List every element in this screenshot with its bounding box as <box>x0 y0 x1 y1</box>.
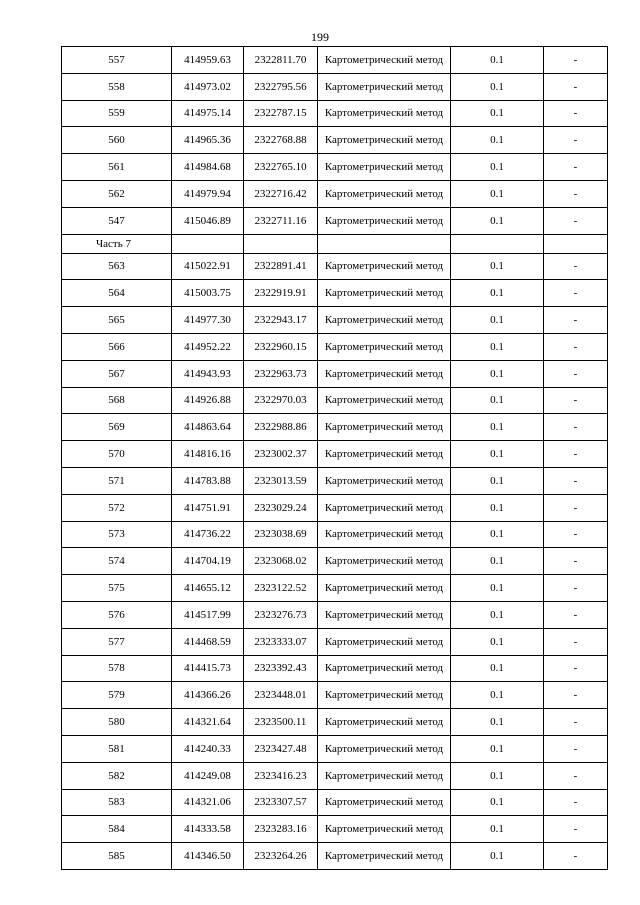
point-number-cell: 559 <box>62 100 172 127</box>
x-coordinate-cell: 414736.22 <box>172 521 244 548</box>
note-cell: - <box>544 154 608 181</box>
part-empty-cell <box>318 234 451 253</box>
method-cell: Картометрический метод <box>318 253 451 280</box>
y-coordinate-cell: 2323416.23 <box>244 762 318 789</box>
method-cell: Картометрический метод <box>318 280 451 307</box>
accuracy-cell: 0.1 <box>451 47 544 74</box>
accuracy-cell: 0.1 <box>451 100 544 127</box>
point-number-cell: 573 <box>62 521 172 548</box>
method-cell: Картометрический метод <box>318 441 451 468</box>
table-row <box>62 280 608 307</box>
note-cell: - <box>544 127 608 154</box>
note-cell: - <box>544 628 608 655</box>
note-cell: - <box>544 521 608 548</box>
y-coordinate-cell: 2323283.16 <box>244 816 318 843</box>
note-cell: - <box>544 307 608 334</box>
point-number-cell: 571 <box>62 467 172 494</box>
point-number-cell: 557 <box>62 47 172 74</box>
y-coordinate-cell: 2323333.07 <box>244 628 318 655</box>
table-row <box>62 387 608 414</box>
point-number-cell: 569 <box>62 414 172 441</box>
accuracy-cell: 0.1 <box>451 414 544 441</box>
y-coordinate-cell: 2323500.11 <box>244 709 318 736</box>
table-row <box>62 628 608 655</box>
x-coordinate-cell: 414965.36 <box>172 127 244 154</box>
accuracy-cell: 0.1 <box>451 628 544 655</box>
x-coordinate-cell: 414816.16 <box>172 441 244 468</box>
y-coordinate-cell: 2322716.42 <box>244 180 318 207</box>
x-coordinate-cell: 414240.33 <box>172 735 244 762</box>
y-coordinate-cell: 2323307.57 <box>244 789 318 816</box>
point-number-cell: 582 <box>62 762 172 789</box>
point-number-cell: 567 <box>62 360 172 387</box>
accuracy-cell: 0.1 <box>451 180 544 207</box>
note-cell: - <box>544 548 608 575</box>
accuracy-cell: 0.1 <box>451 467 544 494</box>
y-coordinate-cell: 2322970.03 <box>244 387 318 414</box>
table-row <box>62 548 608 575</box>
method-cell: Картометрический метод <box>318 207 451 234</box>
method-cell: Картометрический метод <box>318 601 451 628</box>
y-coordinate-cell: 2322795.56 <box>244 73 318 100</box>
accuracy-cell: 0.1 <box>451 360 544 387</box>
table-row <box>62 414 608 441</box>
x-coordinate-cell: 414346.50 <box>172 843 244 870</box>
note-cell: - <box>544 414 608 441</box>
point-number-cell: 561 <box>62 154 172 181</box>
method-cell: Картометрический метод <box>318 307 451 334</box>
x-coordinate-cell: 414975.14 <box>172 100 244 127</box>
accuracy-cell: 0.1 <box>451 494 544 521</box>
table-row <box>62 494 608 521</box>
y-coordinate-cell: 2323038.69 <box>244 521 318 548</box>
accuracy-cell: 0.1 <box>451 575 544 602</box>
method-cell: Картометрический метод <box>318 709 451 736</box>
method-cell: Картометрический метод <box>318 655 451 682</box>
coordinates-table-body-after <box>62 253 608 869</box>
point-number-cell: 565 <box>62 307 172 334</box>
table-row <box>62 575 608 602</box>
x-coordinate-cell: 414977.30 <box>172 307 244 334</box>
part-heading-row <box>62 234 608 253</box>
point-number-cell: 558 <box>62 73 172 100</box>
page-number: 199 <box>311 30 329 44</box>
y-coordinate-cell: 2322787.15 <box>244 100 318 127</box>
point-number-cell: 580 <box>62 709 172 736</box>
part-empty-cell <box>451 234 544 253</box>
part-empty-cell <box>244 234 318 253</box>
point-number-cell: 575 <box>62 575 172 602</box>
point-number-cell: 579 <box>62 682 172 709</box>
table-row <box>62 682 608 709</box>
x-coordinate-cell: 415022.91 <box>172 253 244 280</box>
method-cell: Картометрический метод <box>318 762 451 789</box>
table-row <box>62 333 608 360</box>
coordinates-table <box>61 46 608 870</box>
note-cell: - <box>544 601 608 628</box>
y-coordinate-cell: 2322988.86 <box>244 414 318 441</box>
x-coordinate-cell: 415003.75 <box>172 280 244 307</box>
part-label: Часть 7 <box>62 234 172 253</box>
method-cell: Картометрический метод <box>318 843 451 870</box>
method-cell: Картометрический метод <box>318 494 451 521</box>
part-empty-cell <box>172 234 244 253</box>
accuracy-cell: 0.1 <box>451 655 544 682</box>
point-number-cell: 570 <box>62 441 172 468</box>
accuracy-cell: 0.1 <box>451 843 544 870</box>
point-number-cell: 560 <box>62 127 172 154</box>
method-cell: Картометрический метод <box>318 575 451 602</box>
x-coordinate-cell: 414321.06 <box>172 789 244 816</box>
y-coordinate-cell: 2322891.41 <box>244 253 318 280</box>
method-cell: Картометрический метод <box>318 127 451 154</box>
x-coordinate-cell: 414333.58 <box>172 816 244 843</box>
method-cell: Картометрический метод <box>318 789 451 816</box>
accuracy-cell: 0.1 <box>451 253 544 280</box>
method-cell: Картометрический метод <box>318 387 451 414</box>
table-row <box>62 467 608 494</box>
y-coordinate-cell: 2323392.43 <box>244 655 318 682</box>
coordinates-table-body-before <box>62 47 608 235</box>
table-row <box>62 735 608 762</box>
note-cell: - <box>544 575 608 602</box>
y-coordinate-cell: 2323002.37 <box>244 441 318 468</box>
x-coordinate-cell: 414984.68 <box>172 154 244 181</box>
method-cell: Картометрический метод <box>318 816 451 843</box>
y-coordinate-cell: 2322963.73 <box>244 360 318 387</box>
table-row <box>62 441 608 468</box>
method-cell: Картометрический метод <box>318 47 451 74</box>
table-row <box>62 307 608 334</box>
note-cell: - <box>544 843 608 870</box>
accuracy-cell: 0.1 <box>451 548 544 575</box>
table-row <box>62 360 608 387</box>
accuracy-cell: 0.1 <box>451 521 544 548</box>
accuracy-cell: 0.1 <box>451 816 544 843</box>
x-coordinate-cell: 414926.88 <box>172 387 244 414</box>
method-cell: Картометрический метод <box>318 682 451 709</box>
point-number-cell: 566 <box>62 333 172 360</box>
x-coordinate-cell: 414959.63 <box>172 47 244 74</box>
note-cell: - <box>544 180 608 207</box>
y-coordinate-cell: 2322765.10 <box>244 154 318 181</box>
note-cell: - <box>544 494 608 521</box>
y-coordinate-cell: 2323013.59 <box>244 467 318 494</box>
y-coordinate-cell: 2323029.24 <box>244 494 318 521</box>
point-number-cell: 585 <box>62 843 172 870</box>
accuracy-cell: 0.1 <box>451 154 544 181</box>
table-row <box>62 180 608 207</box>
note-cell: - <box>544 816 608 843</box>
table-row <box>62 521 608 548</box>
table-row <box>62 789 608 816</box>
accuracy-cell: 0.1 <box>451 762 544 789</box>
method-cell: Картометрический метод <box>318 100 451 127</box>
x-coordinate-cell: 414751.91 <box>172 494 244 521</box>
note-cell: - <box>544 100 608 127</box>
method-cell: Картометрический метод <box>318 414 451 441</box>
accuracy-cell: 0.1 <box>451 387 544 414</box>
method-cell: Картометрический метод <box>318 73 451 100</box>
accuracy-cell: 0.1 <box>451 73 544 100</box>
point-number-cell: 577 <box>62 628 172 655</box>
method-cell: Картометрический метод <box>318 467 451 494</box>
y-coordinate-cell: 2322811.70 <box>244 47 318 74</box>
x-coordinate-cell: 415046.89 <box>172 207 244 234</box>
x-coordinate-cell: 414973.02 <box>172 73 244 100</box>
point-number-cell: 581 <box>62 735 172 762</box>
x-coordinate-cell: 414655.12 <box>172 575 244 602</box>
x-coordinate-cell: 414468.59 <box>172 628 244 655</box>
table-row <box>62 816 608 843</box>
table-row <box>62 73 608 100</box>
x-coordinate-cell: 414783.88 <box>172 467 244 494</box>
method-cell: Картометрический метод <box>318 360 451 387</box>
note-cell: - <box>544 253 608 280</box>
accuracy-cell: 0.1 <box>451 789 544 816</box>
part-empty-cell <box>544 234 608 253</box>
accuracy-cell: 0.1 <box>451 127 544 154</box>
note-cell: - <box>544 333 608 360</box>
note-cell: - <box>544 467 608 494</box>
note-cell: - <box>544 682 608 709</box>
y-coordinate-cell: 2322919.91 <box>244 280 318 307</box>
accuracy-cell: 0.1 <box>451 682 544 709</box>
y-coordinate-cell: 2323276.73 <box>244 601 318 628</box>
accuracy-cell: 0.1 <box>451 735 544 762</box>
x-coordinate-cell: 414249.08 <box>172 762 244 789</box>
y-coordinate-cell: 2322960.15 <box>244 333 318 360</box>
note-cell: - <box>544 387 608 414</box>
note-cell: - <box>544 73 608 100</box>
y-coordinate-cell: 2322943.17 <box>244 307 318 334</box>
point-number-cell: 584 <box>62 816 172 843</box>
point-number-cell: 574 <box>62 548 172 575</box>
method-cell: Картометрический метод <box>318 521 451 548</box>
accuracy-cell: 0.1 <box>451 307 544 334</box>
x-coordinate-cell: 414321.64 <box>172 709 244 736</box>
table-row <box>62 655 608 682</box>
point-number-cell: 572 <box>62 494 172 521</box>
note-cell: - <box>544 789 608 816</box>
y-coordinate-cell: 2322711.16 <box>244 207 318 234</box>
accuracy-cell: 0.1 <box>451 601 544 628</box>
note-cell: - <box>544 762 608 789</box>
accuracy-cell: 0.1 <box>451 333 544 360</box>
point-number-cell: 564 <box>62 280 172 307</box>
method-cell: Картометрический метод <box>318 628 451 655</box>
method-cell: Картометрический метод <box>318 333 451 360</box>
table-row <box>62 100 608 127</box>
x-coordinate-cell: 414415.73 <box>172 655 244 682</box>
note-cell: - <box>544 655 608 682</box>
table-row <box>62 253 608 280</box>
y-coordinate-cell: 2323448.01 <box>244 682 318 709</box>
point-number-cell: 547 <box>62 207 172 234</box>
x-coordinate-cell: 414704.19 <box>172 548 244 575</box>
point-number-cell: 576 <box>62 601 172 628</box>
point-number-cell: 563 <box>62 253 172 280</box>
table-row <box>62 843 608 870</box>
accuracy-cell: 0.1 <box>451 441 544 468</box>
y-coordinate-cell: 2322768.88 <box>244 127 318 154</box>
y-coordinate-cell: 2323122.52 <box>244 575 318 602</box>
accuracy-cell: 0.1 <box>451 207 544 234</box>
table-row <box>62 207 608 234</box>
note-cell: - <box>544 280 608 307</box>
table-row <box>62 762 608 789</box>
table-row <box>62 47 608 74</box>
method-cell: Картометрический метод <box>318 548 451 575</box>
method-cell: Картометрический метод <box>318 180 451 207</box>
x-coordinate-cell: 414943.93 <box>172 360 244 387</box>
y-coordinate-cell: 2323427.48 <box>244 735 318 762</box>
point-number-cell: 562 <box>62 180 172 207</box>
x-coordinate-cell: 414517.99 <box>172 601 244 628</box>
x-coordinate-cell: 414952.22 <box>172 333 244 360</box>
table-row <box>62 127 608 154</box>
x-coordinate-cell: 414863.64 <box>172 414 244 441</box>
note-cell: - <box>544 360 608 387</box>
table-row <box>62 709 608 736</box>
table-row <box>62 601 608 628</box>
point-number-cell: 568 <box>62 387 172 414</box>
part-section <box>62 234 608 253</box>
method-cell: Картометрический метод <box>318 735 451 762</box>
x-coordinate-cell: 414366.26 <box>172 682 244 709</box>
point-number-cell: 578 <box>62 655 172 682</box>
x-coordinate-cell: 414979.94 <box>172 180 244 207</box>
accuracy-cell: 0.1 <box>451 709 544 736</box>
note-cell: - <box>544 441 608 468</box>
note-cell: - <box>544 47 608 74</box>
note-cell: - <box>544 207 608 234</box>
note-cell: - <box>544 709 608 736</box>
method-cell: Картометрический метод <box>318 154 451 181</box>
point-number-cell: 583 <box>62 789 172 816</box>
accuracy-cell: 0.1 <box>451 280 544 307</box>
note-cell: - <box>544 735 608 762</box>
y-coordinate-cell: 2323264.26 <box>244 843 318 870</box>
y-coordinate-cell: 2323068.02 <box>244 548 318 575</box>
table-row <box>62 154 608 181</box>
